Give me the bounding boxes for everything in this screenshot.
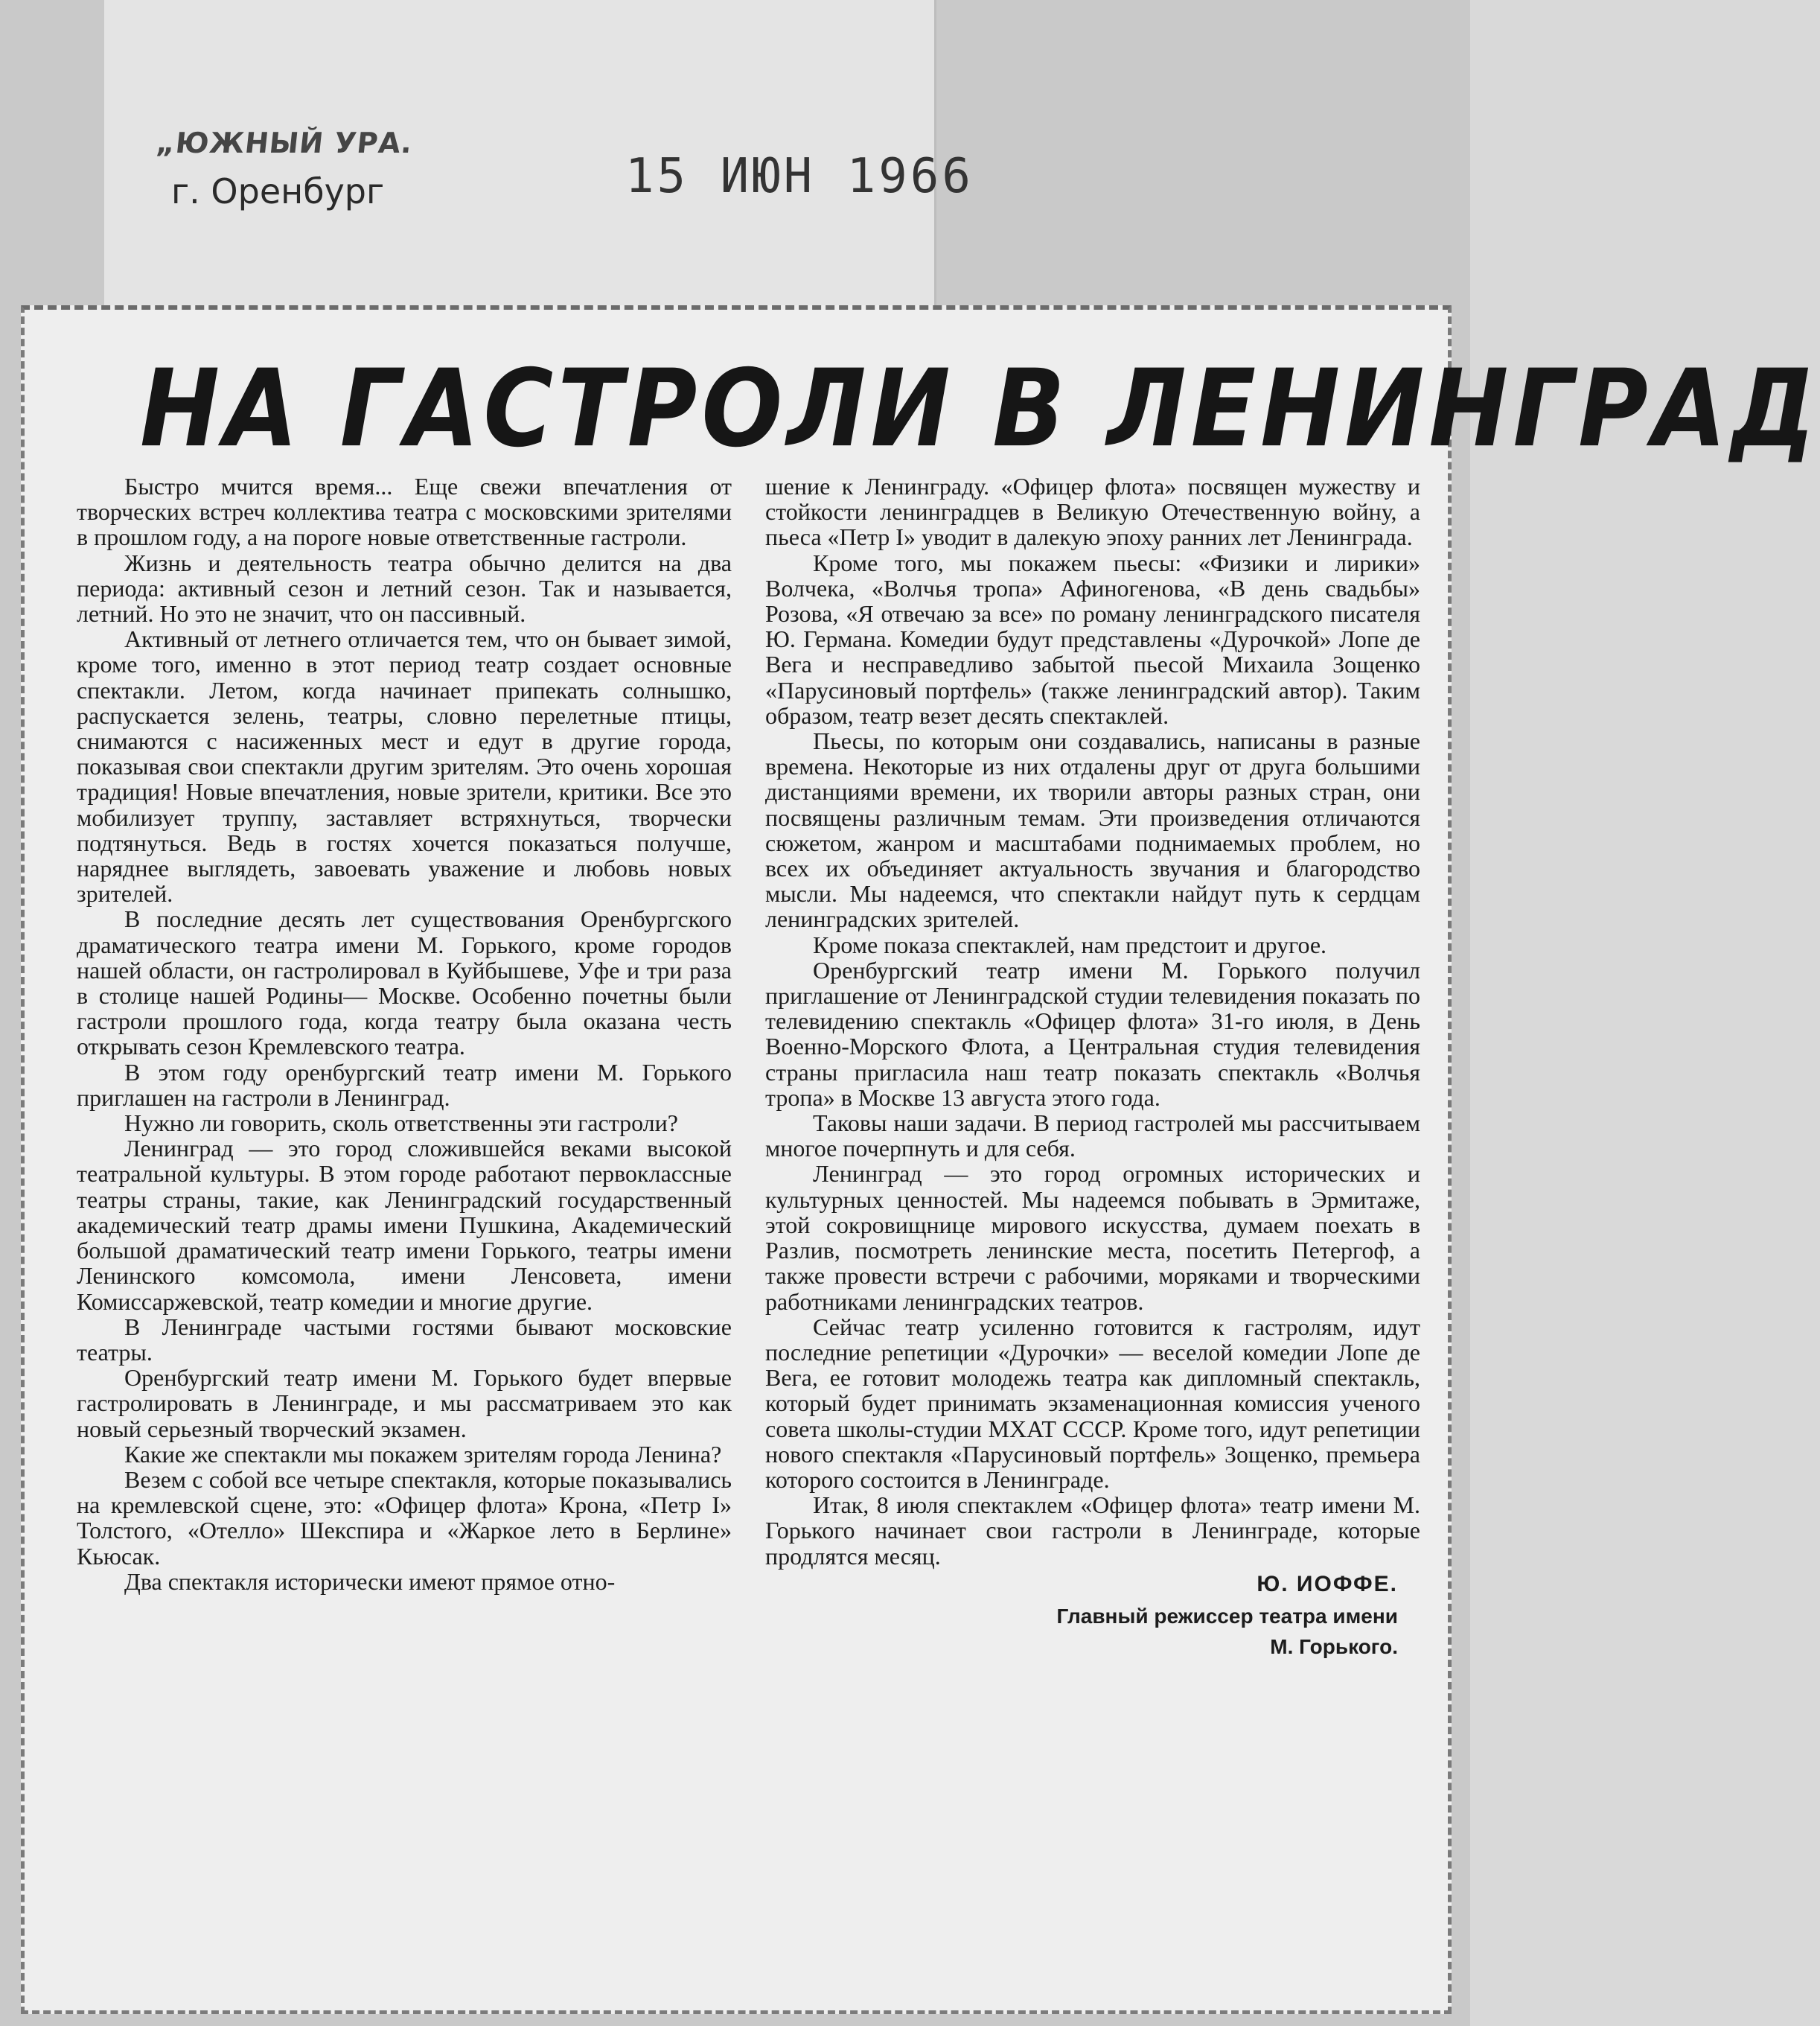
paragraph: В этом году оренбургский театр имени М. Горького приглашен на гастроли в Ленинград. <box>77 1058 732 1111</box>
paragraph: Ленинград — это город огромных исторических и культурных ценностей. Мы надеемся побывать в Эрмитаже, этой сокровищнице мирового искусства, думаем поехать в Разлив, посмотреть ленинские места, посетить Петергоф, а также провести встречи с рабочими, моряками и творческими работниками ленинградских театров. <box>765 1160 1420 1315</box>
paragraph: Какие же спектакли мы покажем зрителям города Ленина? <box>124 1440 722 1468</box>
stamp-city: г. Оренбург <box>171 171 385 211</box>
paragraph: Оренбургский театр имени М. Горького получил приглашение от Ленинградской студии телевидения показать по телевидению спектакль «Офицер флота» 31-го июля, в День Военно-Морского Флота, а Центральная студия телевидения страны пригласила наш театр показать спектакль «Волчья тропа» в Москве 13 августа этого года. <box>765 956 1420 1111</box>
newspaper-stamp <box>154 127 415 211</box>
author-signature <box>765 1572 1398 1660</box>
newspaper-clipping <box>21 305 1820 2014</box>
paragraph: Кроме показа спектаклей, нам предстоит и другое. <box>813 931 1327 958</box>
paragraph: Активный от летнего отличается тем, что он бывает зимой, кроме того, именно в этот период театр создает основные спектакли. Летом, когда начинает припекать солнышко, распускается зелень, театры, словно перелетные птицы, снимаются с насиженных мест и едут в другие города, показывая свои спектакли другим зрителям. Это очень хорошая традиция! Новые впечатления, новые зрители, критики. Все это мобилизует труппу, заставляет встряхнуться, творчески подтянуться. Ведь в гостях хочется показаться получше, наряднее выглядеть, завоевать уважение и любовь новых зрителей. <box>77 625 732 908</box>
author-title: Главный режиссер театра имени <box>1056 1604 1398 1628</box>
stamp-date: 15 ИЮН 1966 <box>625 149 974 204</box>
author-name: Ю. ИОФФЕ. <box>1257 1571 1398 1596</box>
paragraph: Итак, 8 июля спектаклем «Офицер флота» театр имени М. Горького начинает свои гастроли в Ленинграде, которые продлятся месяц. <box>765 1491 1420 1570</box>
paragraph: В последние десять лет существования Оренбургского драматического театра имени М. Горького, кроме городов нашей области, он гастролировал в Куйбышеве, Уфе и три раза в столице нашей Родины— Москве. Особенно почетны были гастроли прошлого года, когда театру была оказана честь открывать сезон Кремлевского театра. <box>77 905 732 1060</box>
paragraph: Сейчас театр усиленно готовится к гастролям, идут последние репетиции «Дурочки» — веселой комедии Лопе де Вега, ее готовит молодежь театра как дипломный спектакль, который будет принимать экзаменационная комиссия ученого совета школы-студии МХАТ СССР. Кроме того, идут репетиции нового спектакля «Парусиновый портфель» Зощенко, премьера которого состоится в Ленинграде. <box>765 1313 1420 1493</box>
stamp-paper-name: „ЮЖНЫЙ УРА. <box>154 127 415 159</box>
paragraph: Пьесы, по которым они создавались, написаны в разные времена. Некоторые из них отдалены друг от друга большими дистанциями времени, их творили авторы разных стран, они посвящены различным темам. Эти произведения отличаются сюжетом, жанром и масштабами поднимаемых проблем, но всех их объединяет актуальность звучания и благородство мысли. Мы надеемся, что спектакли найдут путь к сердцам ленинградских зрителей. <box>765 727 1420 933</box>
paragraph: Два спектакля исторически имеют прямое отно- <box>124 1567 616 1595</box>
paragraph: Нужно ли говорить, сколь ответственны эти гастроли? <box>124 1109 678 1137</box>
paragraph: Везем с собой все четыре спектакля, которые показывались на кремлевской сцене, это: «Офицер флота» Крона, «Петр I» Толстого, «Отелло» Шекспира и «Жаркое лето в Берлине» Кьюсак. <box>77 1465 732 1570</box>
article-column-left <box>77 474 732 1594</box>
author-theatre: М. Горького. <box>1270 1634 1398 1658</box>
paragraph: Быстро мчится время... Еще свежи впечатления от творческих встреч коллектива театра с московскими зрителями в прошлом году, а на пороге новые ответственные гастроли. <box>77 473 732 551</box>
article-column-right <box>765 474 1420 1660</box>
article-headline: НА ГАСТРОЛИ В ЛЕНИНГРАД <box>140 347 1820 471</box>
paragraph-continuation: шение к Ленинграду. «Офицер флота» посвящен мужеству и стойкости ленинградцев в Великую Отечественную войну, а пьеса «Петр I» уводит в далекую эпоху ранних лет Ленинграда. <box>765 473 1420 551</box>
paragraph: Кроме того, мы покажем пьесы: «Физики и лирики» Волчека, «Волчья тропа» Афиногенова, «В день свадьбы» Розова, «Я отвечаю за все» по роману ленинградского писателя Ю. Германа. Комедии будут представлены «Дурочкой» Лопе де Вега и несправедливо забытой пьесой Михаила Зощенко «Парусиновый портфель» (также ленинградский автор). Таким образом, театр везет десять спектаклей. <box>765 549 1420 729</box>
paragraph: Жизнь и деятельность театра обычно делится на два периода: активный сезон и летний сезон. Так и называется, летний. Но это не значит, что он пассивный. <box>77 549 732 628</box>
paragraph: Таковы наши задачи. В период гастролей мы рассчитываем многое почерпнуть и для себя. <box>765 1109 1420 1162</box>
paragraph: В Ленинграде частыми гостями бывают московские театры. <box>77 1313 732 1366</box>
paragraph: Ленинград — это город сложившейся веками высокой театральной культуры. В этом городе работают первоклассные театры страны, такие, как Ленинградский государственный академический театр драмы имени Пушкина, Академический большой драматический театр имени Горького, театры имени Ленинского комсомола, имени Ленсовета, имени Комиссаржевской, театр комедии и многие другие. <box>77 1135 732 1315</box>
paragraph: Оренбургский театр имени М. Горького будет впервые гастролировать в Ленинграде, и мы рассматриваем это как новый серьезный творческий экзамен. <box>77 1364 732 1442</box>
